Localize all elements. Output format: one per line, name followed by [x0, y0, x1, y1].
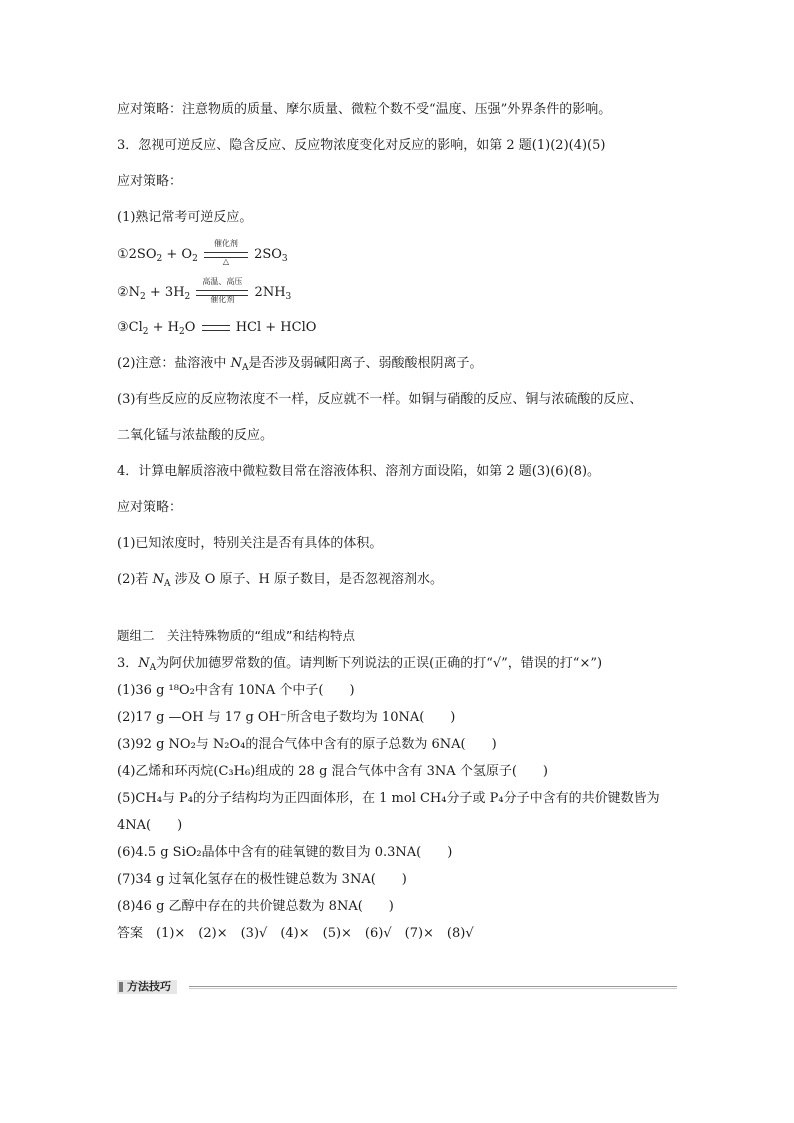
section-divider — [189, 986, 677, 989]
point-4-heading: 4．计算电解质溶液中微粒数目常在溶液体积、溶剂方面设陷，如第 2 题(3)(6)(8)。 — [117, 464, 601, 479]
note-salt-solution: (2)注意：盐溶液中 $N_A$是否涉及弱碱阳离子、弱酸酸根阴离子。 — [117, 356, 483, 373]
memorize-reversible: (1)熟记常考可逆反应。 — [117, 210, 253, 225]
reversible-arrow — [202, 323, 230, 333]
question-item-7: (7)34 g 过氧化氢存在的极性键总数为 3NA( ) — [117, 872, 407, 887]
note-concentration-cont: 二氧化锰与浓盐酸的反应。 — [117, 428, 274, 443]
note-solvent: (2)若 $N_A$ 涉及 O 原子、H 原子数目，是否忽视溶剂水。 — [117, 572, 443, 589]
question-item-6: (6)4.5 g SiO₂晶体中含有的硅氧键的数目为 0.3NA( ) — [117, 845, 453, 860]
reaction-3: $③Cl_2 + H_2O$ HCl + HClO — [117, 320, 317, 337]
strategy-line-1: 应对策略：注意物质的质量、摩尔质量、微粒个数不受“温度、压强”外界条件的影响。 — [117, 102, 612, 117]
strategy-label: 应对策略： — [117, 174, 183, 189]
question-item-3: (3)92 g NO₂与 N₂O₄的混合气体中含有的原子总数为 6NA( ) — [117, 737, 497, 752]
strategy-label-2: 应对策略： — [117, 500, 183, 515]
question-item-2: (2)17 g —OH 与 17 g OH⁻所含电子数均为 10NA( ) — [117, 710, 456, 725]
reversible-arrow: 催化剂 △ — [204, 250, 248, 260]
question-item-5-cont: 4NA( ) — [117, 818, 183, 833]
reaction-2: $②N_2 + 3H_2$ 高温、高压 催化剂 $2NH_3$ — [117, 276, 292, 304]
answer-line: 答案 (1)× (2)× (3)√ (4)× (5)× (6)√ (7)× (8)√ — [117, 926, 474, 941]
point-3-heading: 3．忽视可逆反应、隐含反应、反应物浓度变化对反应的影响，如第 2 题(1)(2)(4)(5) — [117, 138, 606, 153]
question-item-1: (1)36 g ¹⁸O₂中含有 10NA 个中子( ) — [117, 683, 355, 698]
group-2-heading: 题组二 关注特殊物质的“组成”和结构特点 — [117, 628, 355, 643]
question-item-8: (8)46 g 乙醇中存在的共价键总数为 8NA( ) — [117, 899, 394, 914]
method-tips-label: 方法技巧 — [117, 980, 177, 994]
reaction-1: $①2SO_2 + O_2$ 催化剂 △ $2SO_3$ — [117, 238, 288, 266]
note-volume: (1)已知浓度时，特别关注是否有具体的体积。 — [117, 536, 383, 551]
note-concentration: (3)有些反应的反应物浓度不一样，反应就不一样。如铜与硝酸的反应、铜与浓硫酸的反应、 — [117, 392, 643, 407]
question-item-4: (4)乙烯和环丙烷(C₃H₆)组成的 28 g 混合气体中含有 3NA 个氢原子( ) — [117, 764, 548, 779]
reversible-arrow: 高温、高压 催化剂 — [196, 288, 248, 298]
question-item-5: (5)CH₄与 P₄的分子结构均为正四面体形，在 1 mol CH₄分子或 P₄分子中含有的共价键数皆为 — [117, 791, 660, 806]
question-3-stem: 3．$N_A$为阿伏加德罗常数的值。请判断下列说法的正误(正确的打“√”，错误的打“×”) — [117, 656, 603, 673]
method-tips-section-bar — [117, 980, 677, 994]
